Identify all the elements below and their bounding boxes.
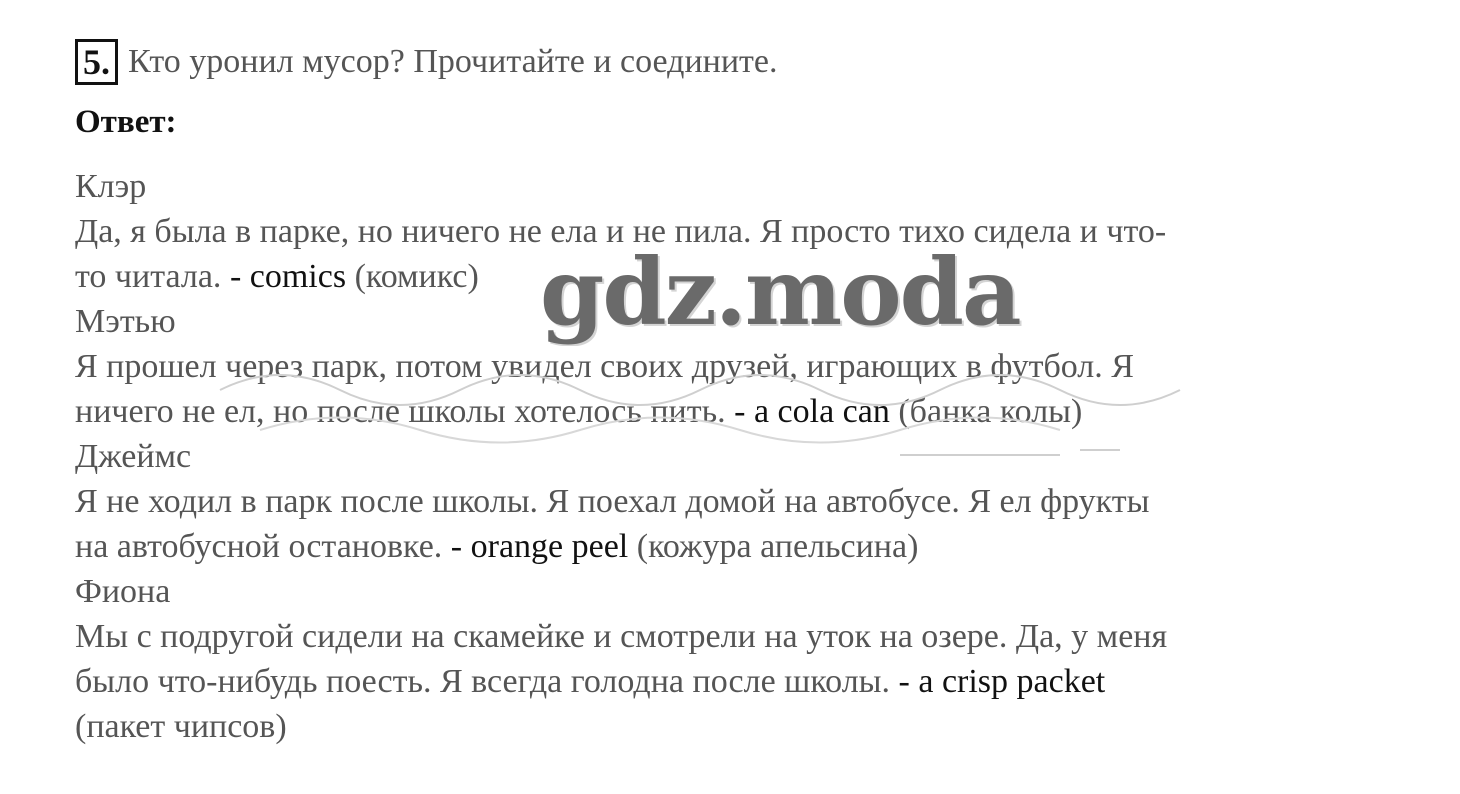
translation: (банка колы) [889,393,1083,430]
translation: (кожура апельсина) [628,528,919,565]
task-header [75,36,778,88]
name-claire: Клэр [75,168,147,205]
answer-item: - orange peel [442,528,629,565]
text-line [75,659,1365,704]
text-fragment: то читала. [75,258,222,295]
text-line: Да, я была в парке, но ничего не ела и не пила. Я просто тихо сидела и что- [75,213,1167,250]
name-james: Джеймс [75,438,192,475]
text-fragment: на автобусной остановке. [75,528,443,565]
text-line: Я прошел через парк, потом увидел своих друзей, играющих в футбол. Я [75,348,1134,385]
watermark: gdz.moda [540,238,1020,346]
text-fragment: ничего не ел, но после школы хотелось пить. [75,393,726,430]
text-line: Мы с подругой сидели на скамейке и смотрели на уток на озере. Да, у меня [75,618,1168,655]
task-prompt: Кто уронил мусор? Прочитайте и соедините. [128,43,778,80]
text-line: (пакет чипсов) [75,708,287,745]
answer-item: - comics [221,258,347,295]
text-line [75,389,1365,434]
task-number: 5. [75,39,118,85]
text-fragment: было что-нибудь поесть. Я всегда голодна после школы. [75,663,891,700]
translation: (комикс) [346,258,479,295]
text-line: Я не ходил в парк после школы. Я поехал домой на автобусе. Я ел фрукты [75,483,1150,520]
answer-item: - a crisp packet [890,663,1106,700]
text-line [75,524,1365,569]
name-matthew: Мэтью [75,303,176,340]
name-fiona: Фиона [75,573,171,610]
answer-item: - a cola can [725,393,890,430]
answer-label: Ответ: [75,104,177,140]
